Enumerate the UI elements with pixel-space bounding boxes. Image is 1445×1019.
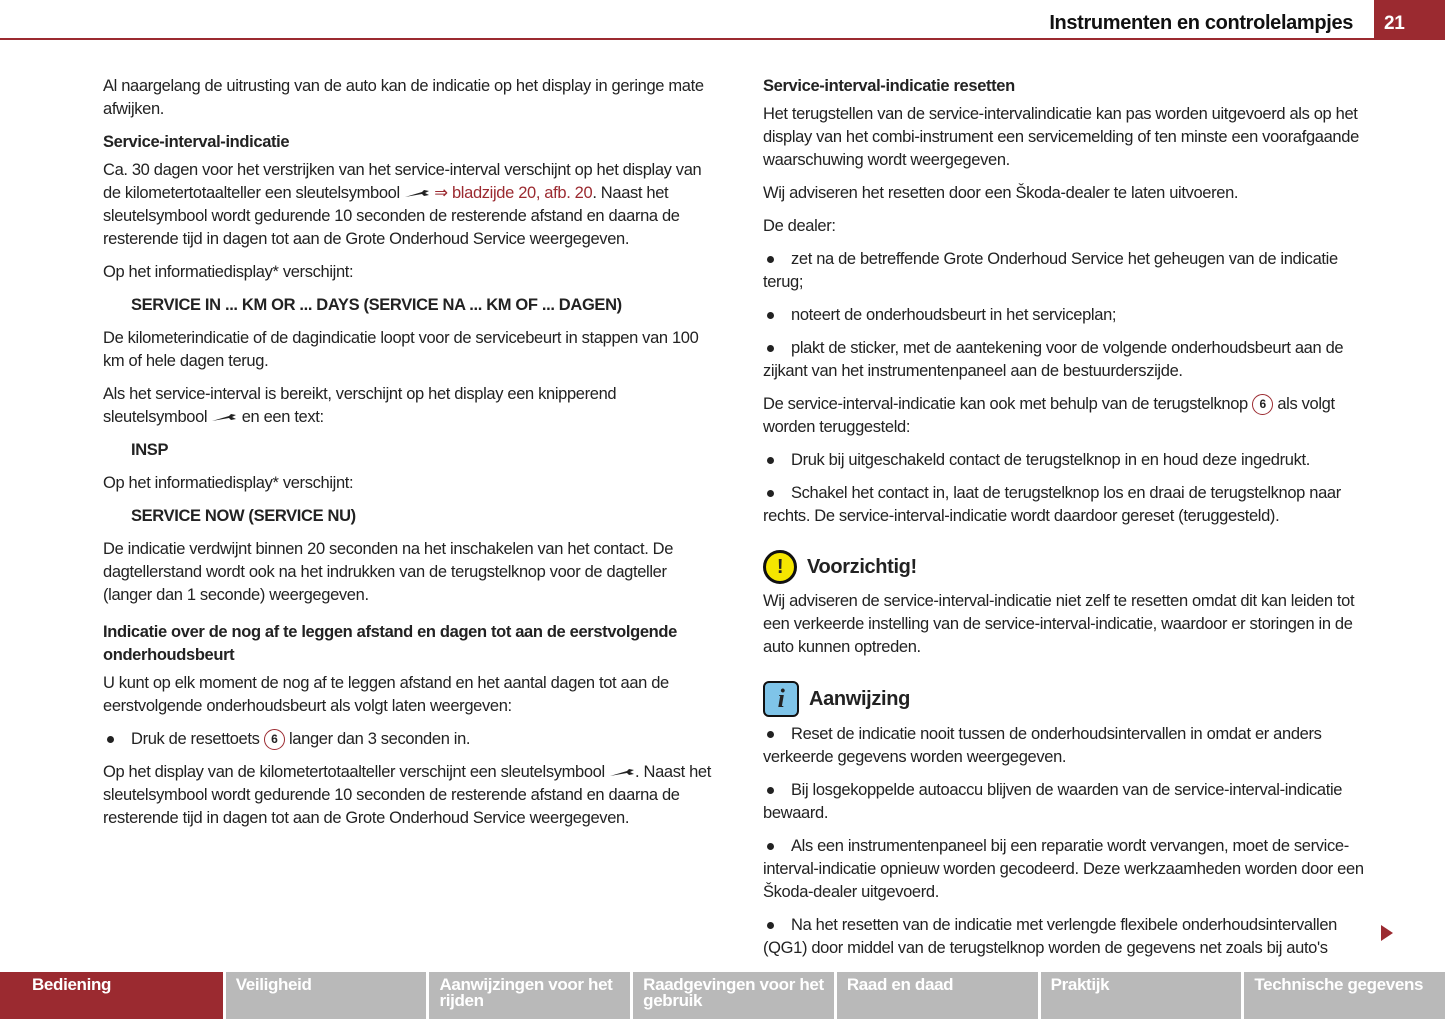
display-message: INSP [131, 441, 169, 459]
list-item: Schakel het contact in, laat de terugstelknop los en draai de terugstelknop naar rechts. De service-interval-indicatie wordt daardoor gereset (teruggesteld). [763, 482, 1378, 528]
right-column [763, 75, 1378, 970]
paragraph: Het terugstellen van de service-intervalindicatie kan pas worden uitgevoerd als op het display van het combi-instrument een servicemelding of ten minste een voorafgaande waarschuwing wordt weergegeven. [763, 105, 1359, 169]
paragraph: Als het service-interval is bereikt, verschijnt op het display een knipperend sleutelsymbool en een text: [103, 385, 617, 426]
paragraph: Wij adviseren het resetten door een Škoda-dealer te laten uitvoeren. [763, 184, 1239, 202]
header-rule [0, 38, 1445, 40]
page-reference-link[interactable]: ⇒ bladzijde 20, afb. 20 [434, 184, 593, 202]
paragraph: De indicatie verdwijnt binnen 20 seconden na het inschakelen van het contact. De dagtellerstand wordt ook na het indrukken van de terugstelknop voor de dagteller (langer dan 1 seconde) weergegeven. [103, 540, 674, 604]
paragraph: Op het informatiedisplay* verschijnt: [103, 474, 354, 492]
wrench-icon [404, 189, 430, 199]
continue-arrow-icon[interactable] [1381, 925, 1393, 941]
reset-button-callout: 6 [264, 729, 285, 750]
display-message: SERVICE IN ... KM OR ... DAYS (SERVICE NA ... KM OF ... DAGEN) [131, 296, 622, 314]
list-item: Reset de indicatie nooit tussen de onderhoudsintervallen in omdat er anders verkeerde gegevens worden weergegeven. [763, 723, 1378, 769]
wrench-icon [609, 768, 635, 778]
note-heading: i Aanwijzing [763, 681, 1378, 717]
list-item: zet na de betreffende Grote Onderhoud Service het geheugen van de indicatie terug; [763, 248, 1378, 294]
paragraph: Ca. 30 dagen voor het verstrijken van het service-interval verschijnt op het display van de kilometertotaalteller een sleutelsymbool ⇒ bladzijde 20, afb. 20. Naast het sleutelsymbool wordt gedurende 10 seconden de resterende afstand en daarna de resterende tijd in dagen tot aan de Grote Onderhoud Service weergegeven. [103, 161, 702, 248]
caution-heading: ! Voorzichtig! [763, 550, 1378, 584]
tab-technische-gegevens[interactable]: Technische gegevens [1244, 972, 1445, 1019]
section-heading: Service-interval-indicatie [103, 133, 290, 151]
section-heading: Service-interval-indicatie resetten [763, 77, 1015, 95]
list-item: Druk bij uitgeschakeld contact de terugstelknop in en houd deze ingedrukt. [763, 449, 1378, 472]
paragraph: De dealer: [763, 217, 836, 235]
reset-button-callout: 6 [1252, 394, 1273, 415]
paragraph: Op het display van de kilometertotaalteller verschijnt een sleutelsymbool . Naast het sleutelsymbool wordt gedurende 10 seconden de resterende afstand en daarna de resterende tijd in dagen tot aan de Grote Onderhoud Service weergegeven. [103, 763, 711, 827]
list-item: noteert de onderhoudsbeurt in het serviceplan; [763, 304, 1378, 327]
tab-praktijk[interactable]: Praktijk [1041, 972, 1242, 1019]
left-column [103, 75, 718, 840]
paragraph: Op het informatiedisplay* verschijnt: [103, 263, 354, 281]
warning-icon: ! [763, 550, 797, 584]
paragraph: U kunt op elk moment de nog af te leggen afstand en het aantal dagen tot aan de eerstvolgende onderhoudsbeurt als volgt laten weergeven: [103, 674, 669, 715]
tab-raad-en-daad[interactable]: Raad en daad [837, 972, 1038, 1019]
paragraph: De kilometerindicatie of de dagindicatie loopt voor de servicebeurt in stappen van 100 km of hele dagen terug. [103, 329, 699, 370]
tab-bediening[interactable]: Bediening [0, 972, 223, 1019]
caution-text: Wij adviseren de service-interval-indicatie niet zelf te resetten omdat dit kan leiden tot een verkeerde instelling van de service-interval-indicatie, waardoor er storingen in de auto kunnen optreden. [763, 592, 1355, 656]
wrench-icon [211, 413, 237, 423]
list-item: Als een instrumentenpaneel bij een reparatie wordt vervangen, moet de service-interval-indicatie opnieuw worden gecodeerd. Deze werkzaamheden worden door een Škoda-dealer uitgevoerd. [763, 835, 1378, 904]
tab-aanwijzingen[interactable]: Aanwijzingen voor het rijden [429, 972, 630, 1019]
list-item: Bij losgekoppelde autoaccu blijven de waarden van de service-interval-indicatie bewaard. [763, 779, 1378, 825]
paragraph: De service-interval-indicatie kan ook met behulp van de terugstelknop 6 als volgt worden teruggesteld: [763, 395, 1335, 436]
list-item: plakt de sticker, met de aantekening voor de volgende onderhoudsbeurt aan de zijkant van het instrumentenpaneel aan de bestuurderszijde. [763, 337, 1378, 383]
display-message: SERVICE NOW (SERVICE NU) [131, 507, 356, 525]
chapter-nav [0, 972, 1445, 1019]
paragraph: Al naargelang de uitrusting van de auto kan de indicatie op het display in geringe mate afwijken. [103, 77, 704, 118]
tab-veiligheid[interactable]: Veiligheid [226, 972, 427, 1019]
page-number: 21 [1374, 0, 1445, 40]
tab-raadgevingen[interactable]: Raadgevingen voor het gebruik [633, 972, 834, 1019]
section-heading: Indicatie over de nog af te leggen afstand en dagen tot aan de eerstvolgende onderhoudsbeurt [103, 623, 677, 664]
list-item: Druk de resettoets 6 langer dan 3 seconden in. [103, 728, 718, 751]
info-icon: i [763, 681, 799, 717]
chapter-title: Instrumenten en controlelampjes [1049, 12, 1353, 34]
list-item: Na het resetten van de indicatie met verlengde flexibele onderhoudsintervallen (QG1) door middel van de terugstelknop worden de gegevens net zoals bij auto's [763, 914, 1378, 960]
